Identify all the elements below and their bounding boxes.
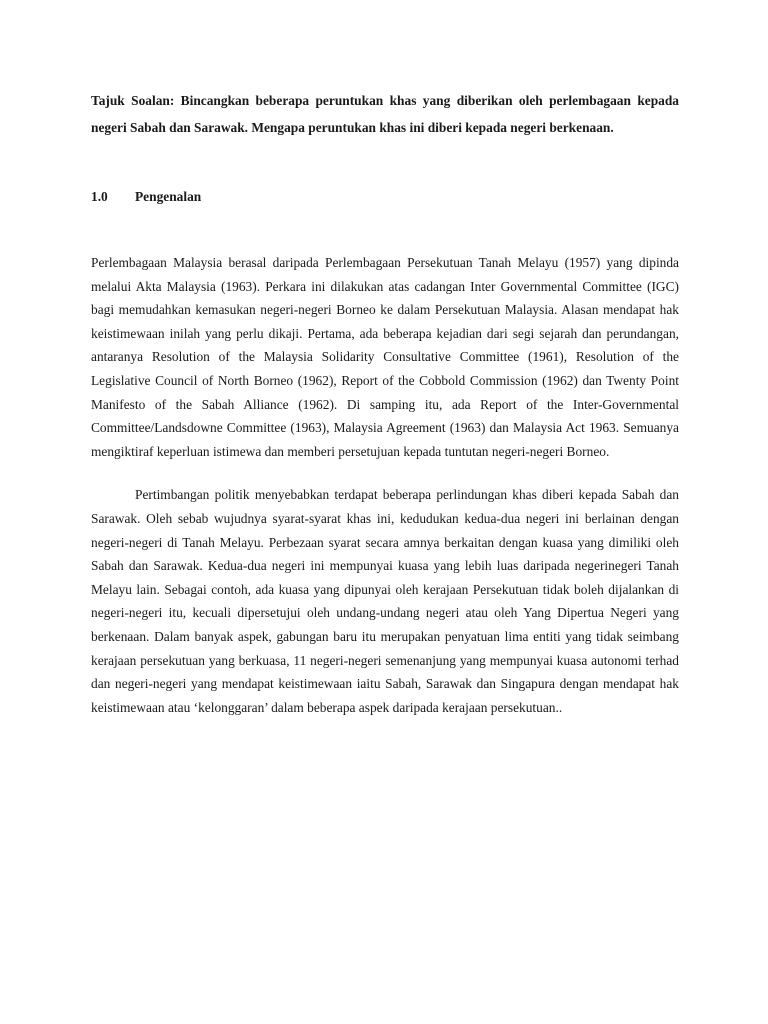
document-page bbox=[91, 88, 679, 719]
section-heading bbox=[91, 187, 679, 207]
document-title: Tajuk Soalan: Bincangkan beberapa peruntukan khas yang diberikan oleh perlembagaan kepada negeri Sabah dan Sarawak. Mengapa peruntukan khas ini diberi kepada negeri berkenaan. bbox=[91, 93, 679, 135]
section-title: Pengenalan bbox=[135, 189, 202, 204]
paragraph-1: Perlembagaan Malaysia berasal daripada Perlembagaan Persekutuan Tanah Melayu (1957) yang dipinda melalui Akta Malaysia (1963). Perkara ini dilakukan atas cadangan Inter Governmental Committee (IGC) bagi memudahkan kemasukan negeri-negeri Borneo ke dalam Persekutuan Malaysia. Alasan mendapat hak keistimewaan inilah yang perlu dikaji. Pertama, ada beberapa kejadian dari segi sejarah dan perundangan, antaranya Resolution of the Malaysia Solidarity Consultative Committee (1961), Resolution of the Legislative Council of North Borneo (1962), Report of the Cobbold Commission (1962) dan Twenty Point Manifesto of the Sabah Alliance (1962). Di samping itu, ada Report of the Inter-Governmental Committee/Landsdowne Committee (1963), Malaysia Agreement (1963) dan Malaysia Act 1963. Semuanya mengiktiraf keperluan istimewa dan memberi persetujuan kepada tuntutan negeri-negeri Borneo. bbox=[91, 255, 679, 459]
paragraph-2: Pertimbangan politik menyebabkan terdapat beberapa perlindungan khas diberi kepada Sabah dan Sarawak. Oleh sebab wujudnya syarat-syarat khas ini, kedudukan kedua-dua negeri ini berlainan dengan negeri-negeri di Tanah Melayu. Perbezaan syarat secara amnya berkaitan dengan kuasa yang dimiliki oleh Sabah dan Sarawak. Kedua-dua negeri ini mempunyai kuasa yang lebih luas daripada negerinegeri Tanah Melayu lain. Sebagai contoh, ada kuasa yang dipunyai oleh kerajaan Persekutuan tidak boleh dijalankan di negeri-negeri itu, kecuali dipersetujui oleh undang-undang negeri atau oleh Yang Dipertua Negeri yang berkenaan. Dalam banyak aspek, gabungan baru itu merupakan penyatuan lima entiti yang tidak seimbang kerajaan persekutuan yang berkuasa, 11 negeri-negeri semenanjung yang mempunyai kuasa autonomi terhad dan negeri-negeri yang mendapat keistimewaan iaitu Sabah, Sarawak dan Singapura dengan mendapat hak keistimewaan atau ‘kelonggaran’ dalam beberapa aspek daripada kerajaan persekutuan.. bbox=[91, 487, 679, 715]
section-number: 1.0 bbox=[91, 189, 108, 204]
